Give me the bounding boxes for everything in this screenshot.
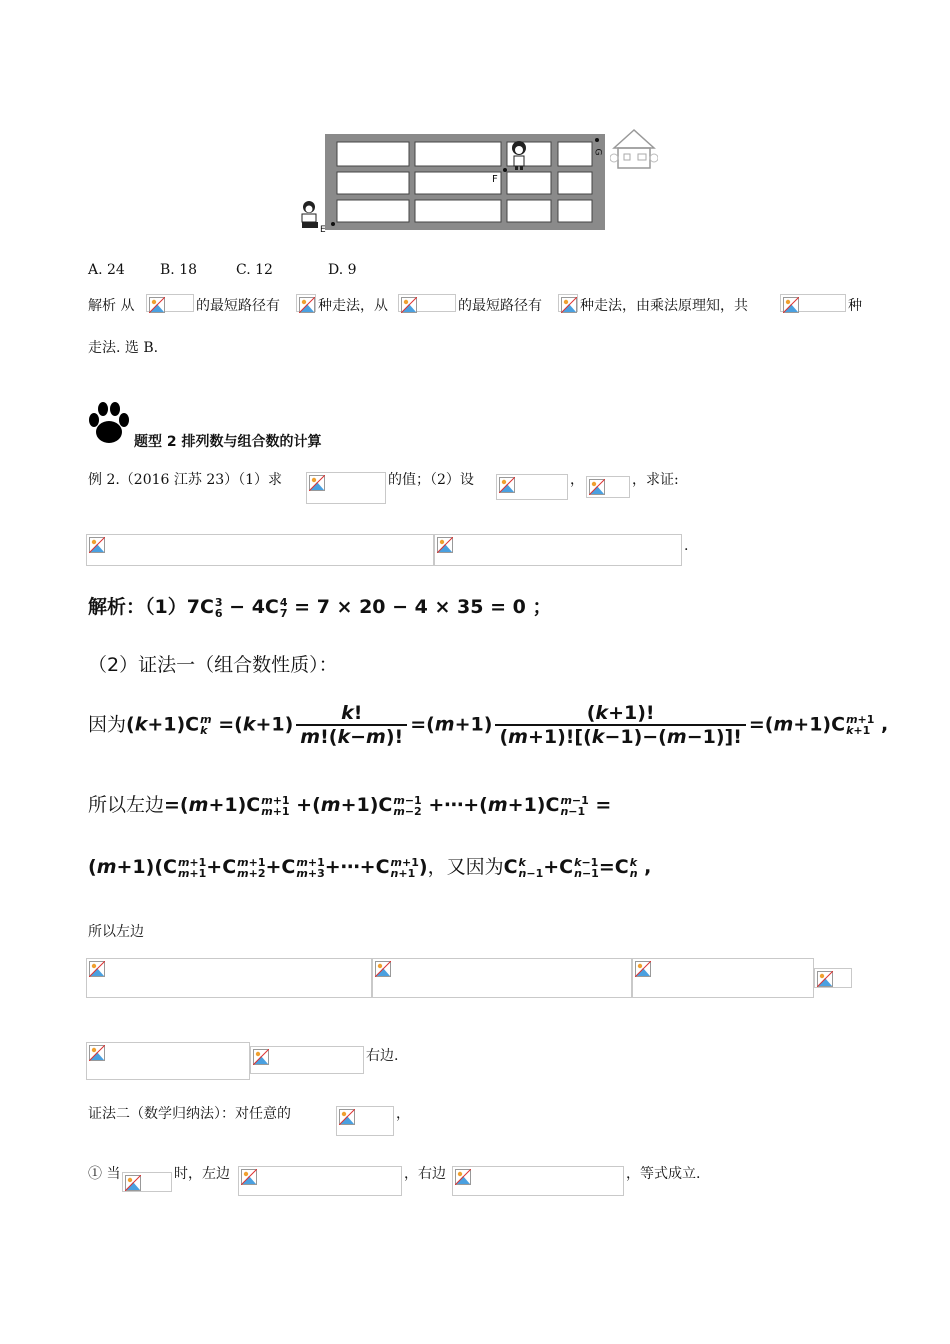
broken-image-placeholder [306, 472, 386, 504]
option-a: A. 24 [88, 262, 125, 278]
analysis-text-5: 种走法，由乘法原理知，共 [580, 298, 748, 314]
grid-figure [325, 134, 605, 230]
example2-text-2: 的值；（2）设 [388, 472, 474, 488]
broken-image-icon [783, 297, 799, 313]
broken-image-placeholder [86, 534, 434, 566]
proof2-text: 证法二（数学归纳法）：对任意的 [88, 1106, 291, 1122]
solution-line-1-prefix: 解析：（1） [88, 596, 187, 618]
broken-image-placeholder [336, 1106, 394, 1136]
broken-image-placeholder [372, 958, 632, 998]
option-c: C. 12 [236, 262, 273, 278]
analysis-text-6: 种 [848, 298, 862, 314]
broken-image-placeholder [398, 294, 456, 312]
broken-image-icon [589, 479, 605, 495]
step1-text-d: ，等式成立. [626, 1166, 701, 1182]
example2-text-1: 例 2.（2016 江苏 23）（1）求 [88, 472, 283, 488]
analysis-text-2: 的最短路径有 [196, 298, 280, 314]
girl-figure-icon [508, 140, 530, 174]
street-grid-diagram [325, 134, 605, 230]
point-e-label: E [320, 225, 326, 235]
analysis-text-3: 种走法，从 [318, 298, 388, 314]
example2-text-4: ，求证: [632, 472, 679, 488]
broken-image-icon [817, 971, 833, 987]
broken-image-icon [561, 297, 577, 313]
broken-image-placeholder [496, 474, 568, 500]
broken-image-icon [437, 537, 453, 553]
broken-image-icon [309, 475, 325, 491]
broken-image-placeholder [86, 1042, 250, 1080]
broken-image-placeholder [122, 1172, 172, 1192]
solution-line-2: （2）证法一（组合数性质）： [88, 654, 338, 676]
option-b: B. 18 [160, 262, 198, 278]
point-f-label: F [492, 174, 498, 185]
broken-image-placeholder [238, 1166, 402, 1196]
option-d: D. 9 [328, 262, 357, 278]
broken-image-icon [89, 1045, 105, 1061]
section-title: 题型 2 排列数与组合数的计算 [134, 434, 322, 450]
step1-text-b: 时，左边 [174, 1166, 230, 1182]
broken-image-icon [635, 961, 651, 977]
broken-image-placeholder [250, 1046, 364, 1074]
broken-image-icon [499, 477, 515, 493]
solution-line-5: (m+1)(Cm+1 m+1+Cm+1 m+2+Cm+1 m+3+⋯+Cm+1 n+1 )，又因为Ck n−1+Ck−1 n−1=Ck n , [88, 855, 652, 880]
broken-image-icon [253, 1049, 269, 1065]
broken-image-placeholder [632, 958, 814, 998]
solution-line-4: 所以左边=(m+1)Cm+1 m+1 +(m+1)Cm−1 m−2 +⋯+(m+1)Cm−1 n−1 = [88, 793, 612, 818]
broken-image-placeholder [814, 968, 852, 988]
solution-line-3: 因为(k+1)Cm k =(k+1) $\frac{k!}{m!(k-m)!}$ =(m+1) $\frac{(k+1)!}{(m+1)![(k-1)-(m-1)]!}$ =(m+1)Cm+1 k+1 , [88, 702, 889, 748]
broken-image-placeholder [558, 294, 578, 312]
example2-text-3: ， [570, 472, 584, 488]
broken-image-icon [339, 1109, 355, 1125]
solution-line-4-prefix: 所以左边 [88, 794, 165, 816]
analysis-text-4: 的最短路径有 [458, 298, 542, 314]
step1-text-c: ，右边 [404, 1166, 446, 1182]
example2-period: . [684, 538, 689, 554]
broken-image-icon [89, 537, 105, 553]
solution-line-1-expr: = 7 × 20 − 4 × 35 = 0 ； [294, 596, 552, 618]
broken-image-icon [401, 297, 417, 313]
solution-line-3-prefix: 因为 [88, 713, 127, 736]
broken-image-placeholder [452, 1166, 624, 1196]
broken-image-icon [125, 1175, 141, 1191]
broken-image-icon [299, 297, 315, 313]
broken-image-icon [455, 1169, 471, 1185]
broken-image-placeholder [296, 294, 316, 312]
broken-image-placeholder [146, 294, 194, 312]
broken-image-placeholder [780, 294, 846, 312]
broken-image-icon [149, 297, 165, 313]
point-g-label: G [592, 148, 603, 156]
analysis-text-1: 解析 从 [88, 298, 135, 314]
analysis-text-7: 走法. 选 B. [88, 340, 159, 356]
broken-image-placeholder [86, 958, 372, 998]
proof2-end: ， [396, 1106, 410, 1122]
broken-image-icon [375, 961, 391, 977]
right-side-label: 右边. [366, 1048, 399, 1064]
paw-icon [86, 400, 132, 450]
broken-image-icon [241, 1169, 257, 1185]
left-side-label: 所以左边 [88, 924, 144, 940]
broken-image-placeholder [434, 534, 682, 566]
broken-image-placeholder [586, 476, 630, 498]
solution-line-5-mid: ，又因为 [427, 856, 504, 878]
solution-line-1: 解析：（1）7C3 6 − 4C4 7 = 7 × 20 − 4 × 35 = 0 ； [88, 595, 552, 620]
broken-image-icon [89, 961, 105, 977]
step1-text-a: ① 当 [88, 1166, 121, 1182]
house-icon [610, 128, 658, 176]
